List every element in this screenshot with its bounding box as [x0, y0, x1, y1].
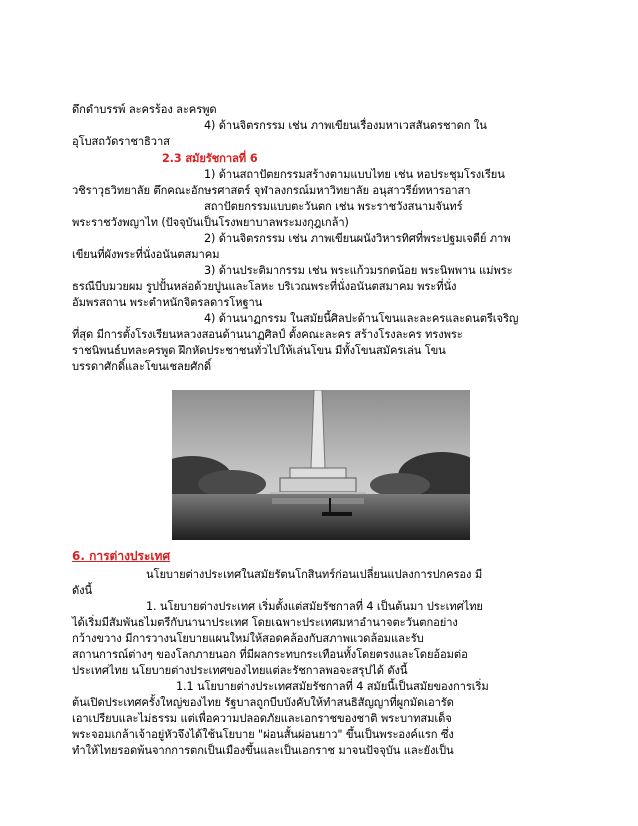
text-line: 4) ด้านจิตรกรรม เช่น ภาพเขียนเรื่องมหาเวสสันดรชาดก ใน [204, 119, 487, 132]
text-line: 1.1 นโยบายต่างประเทศสมัยรัชกาลที่ 4 สมัยนี้เป็นสมัยของการเริ่ม [176, 680, 489, 693]
text-line: วชิราวุธวิทยาลัย ตึกคณะอักษรศาสตร์ จุฬาลงกรณ์มหาวิทยาลัย อนุสาวรีย์ทหารอาสา [72, 184, 471, 197]
text-line: 3) ด้านประติมากรรม เช่น พระแก้วมรกตน้อย พระนิพพาน แม่พระ [204, 264, 513, 277]
text-line: 1) ด้านสถาปัตยกรรมสร้างตามแบบไทย เช่น หอประชุมโรงเรียน [204, 168, 505, 181]
text-line: พระราชวังพญาไท (ปัจจุบันเป็นโรงพยาบาลพระมงกุฎเกล้า) [72, 216, 349, 229]
section-heading-foreign-affairs: 6. การต่างประเทศ [72, 549, 171, 563]
text-line: 1. นโยบายต่างประเทศ เริ่มตั้งแต่สมัยรัชกาลที่ 4 เป็นต้นมา ประเทศไทย [146, 600, 483, 613]
text-line: เขียนที่ผังพระที่นั่งอนันตสมาคม [72, 248, 220, 261]
text-line: อุโบสถวัดราชาธิวาส [72, 135, 170, 148]
text-line: ดังนี้ [72, 584, 93, 597]
text-line: ธรณีบีบมวยผม รูปปั้นหล่อด้วยปูนและโลหะ บริเวณพระที่นั่งอนันตสมาคม พระที่นั่ง [72, 280, 457, 293]
text-line: สถานการณ์ต่างๆ ของโลกภายนอก ที่มีผลกระทบกระเทือนทั้งโดยตรงและโดยอ้อมต่อ [72, 648, 468, 661]
text-line: อัมพรสถาน พระตำหนักจิตรลดารโหฐาน [72, 296, 263, 309]
text-line: ประเทศไทย นโยบายต่างประเทศของไทยแต่ละรัชกาลพอจะสรุปได้ ดังนี้ [72, 664, 408, 677]
text-line: กว้างขวาง มีการวางนโยบายแผนใหม่ให้สอดคล้องกับสภาพแวดล้อมและรับ [72, 632, 424, 645]
section-heading: 2.3 สมัยรัชกาลที่ 6 [162, 152, 258, 165]
text-line: ที่สุด มีการตั้งโรงเรียนหลวงสอนด้านนาฏศิลป์ ตั้งคณะละคร สร้างโรงละคร ทรงพระ [72, 328, 463, 341]
photo-drawing [172, 390, 470, 540]
text-line: นโยบายต่างประเทศในสมัยรัตนโกสินทร์ก่อนเปลี่ยนแปลงการปกครอง มี [146, 568, 483, 581]
text-line: บรรดาศักดิ์และโขนเชลยศักดิ์ [72, 360, 212, 373]
text-line: ราชนิพนธ์บทละครพูด ฝึกหัดประชาชนทั่วไปให้เล่นโขน มีทั้งโขนสมัครเล่น โขน [72, 344, 446, 357]
text-line: เอาเปรียบและไม่ธรรม แต่เพื่อความปลอดภัยและเอกราชของชาติ พระบาทสมเด็จ [72, 712, 452, 725]
text-line: ต้นเปิดประเทศครั้งใหญ่ของไทย รัฐบาลถูกบีบบังคับให้ทำสนธิสัญญาที่ผูกมัดเอารัด [72, 696, 454, 709]
text-line: 4) ด้านนาฏกรรม ในสมัยนี้ศิลปะด้านโขนและละครและดนตรีเจริญ [204, 312, 519, 325]
text-line: ทำให้ไทยรอดพ้นจากการตกเป็นเมืองขึ้นและเป็นเอกราช มาจนปัจจุบัน และยังเป็น [72, 744, 454, 757]
text-line: พระจอมเกล้าเจ้าอยู่หัวจึงได้ใช้นโยบาย "ผ่อนสั้นผ่อนยาว" ขึ้นเป็นพระองค์แรก ซึ่ง [72, 728, 454, 741]
text-line: ได้เริ่มมีสัมพันธไมตรีกับนานาประเทศ โดยเฉพาะประเทศมหาอำนาจตะวันตกอย่าง [72, 616, 458, 629]
text-line: สถาปัตยกรรมแบบตะวันตก เช่น พระราชวังสนามจันทร์ [204, 200, 463, 213]
victory-monument-photo [172, 390, 470, 540]
text-line: ดึกดำบรรพ์ ละครร้อง ละครพูด [72, 103, 217, 116]
text-line: 2) ด้านจิตรกรรม เช่น ภาพเขียนผนังวิหารทิศที่พระปฐมเจดีย์ ภาพ [204, 232, 511, 245]
